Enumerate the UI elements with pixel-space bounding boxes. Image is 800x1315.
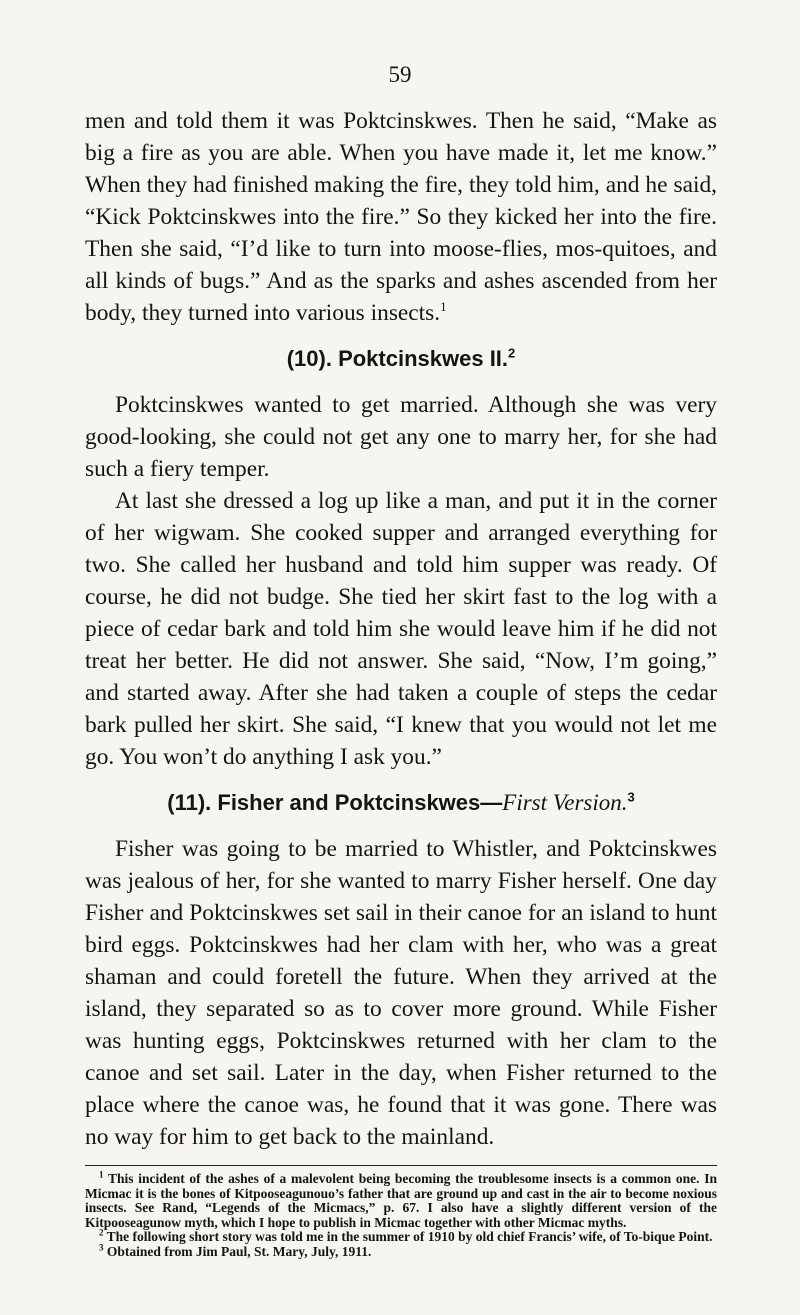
footnote: $^1$ This incident of the ashes of a malevolent being becoming the troublesome insects is a common one. In Micmac it is the bones of Kitpooseagunouo’s father that are ground up and cast in the air to become noxious insects. See Rand, “Legends of the Micmacs,” p. 67. I also have a slightly different version of the Kitpooseagunow myth, which I hope to publish in Micmac together with other Micmac myths. [85,1169,718,1230]
page-number: 59 [388,62,412,87]
footnote-reference: 1 [440,299,447,315]
section-heading: (10). Poktcinskwes II.$^2$ [286,345,516,371]
paragraph: At last she dressed a log up like a man, and put it in the corner of her wigwam. She cooked supper and arranged everything for two. She called her husband and told him supper was ready. Of course, he did not budge. She tied her skirt fast to the log with a piece of cedar bark and told him she would leave him if he did not treat her better. He did not answer. She said, “Now, I’m going,” and started away. After she had taken a couple of steps the cedar bark pulled her skirt. She said, “I knew that you would not let me go. You won’t do anything I ask you.” [85,488,717,770]
footnote: $^3$ Obtained from Jim Paul, St. Mary, July, 1911. [99,1242,372,1259]
footnote-divider [85,1165,717,1166]
footnote-reference: 2 [508,345,516,361]
page-content [85,105,717,1260]
paragraph: men and told them it was Poktcinskwes. Then he said, “Make as big a fire as you are able. When you have made it, let me know.” When they had finished making the fire, they told him, and he said, “Kick Poktcinskwes into the fire.” So they kicked her into the fire. Then she said, “I’d like to turn into moose-flies, mos-quitoes, and all kinds of bugs.” And as the sparks and ashes ascended from her body, they turned into various insects.$^1$ [85,108,717,326]
paragraph: Poktcinskwes wanted to get married. Although she was very good-looking, she could not get any one to marry her, for she had such a fiery temper. [85,392,717,482]
footnote-reference: 3 [627,789,635,805]
paragraph: Fisher was going to be married to Whistler, and Poktcinskwes was jealous of her, for she wanted to marry Fisher herself. One day Fisher and Poktcinskwes set sail in their canoe for an island to hunt bird eggs. Poktcinskwes had her clam with her, who was a great shaman and could foretell the future. When they arrived at the island, they separated so as to cover more ground. While Fisher was hunting eggs, Poktcinskwes returned with her clam to the canoe and set sail. Later in the day, when Fisher returned to the place where the canoe was, he found that it was gone. There was no way for him to get back to the mainland. [85,836,717,1150]
footnote: $^2$ The following short story was told me in the summer of 1910 by old chief Francis’ wife, of To-bique Point. [99,1227,713,1245]
section-heading: (11). Fisher and Poktcinskwes—First Version.$^3$ [167,789,635,815]
footnotes [85,1169,718,1260]
